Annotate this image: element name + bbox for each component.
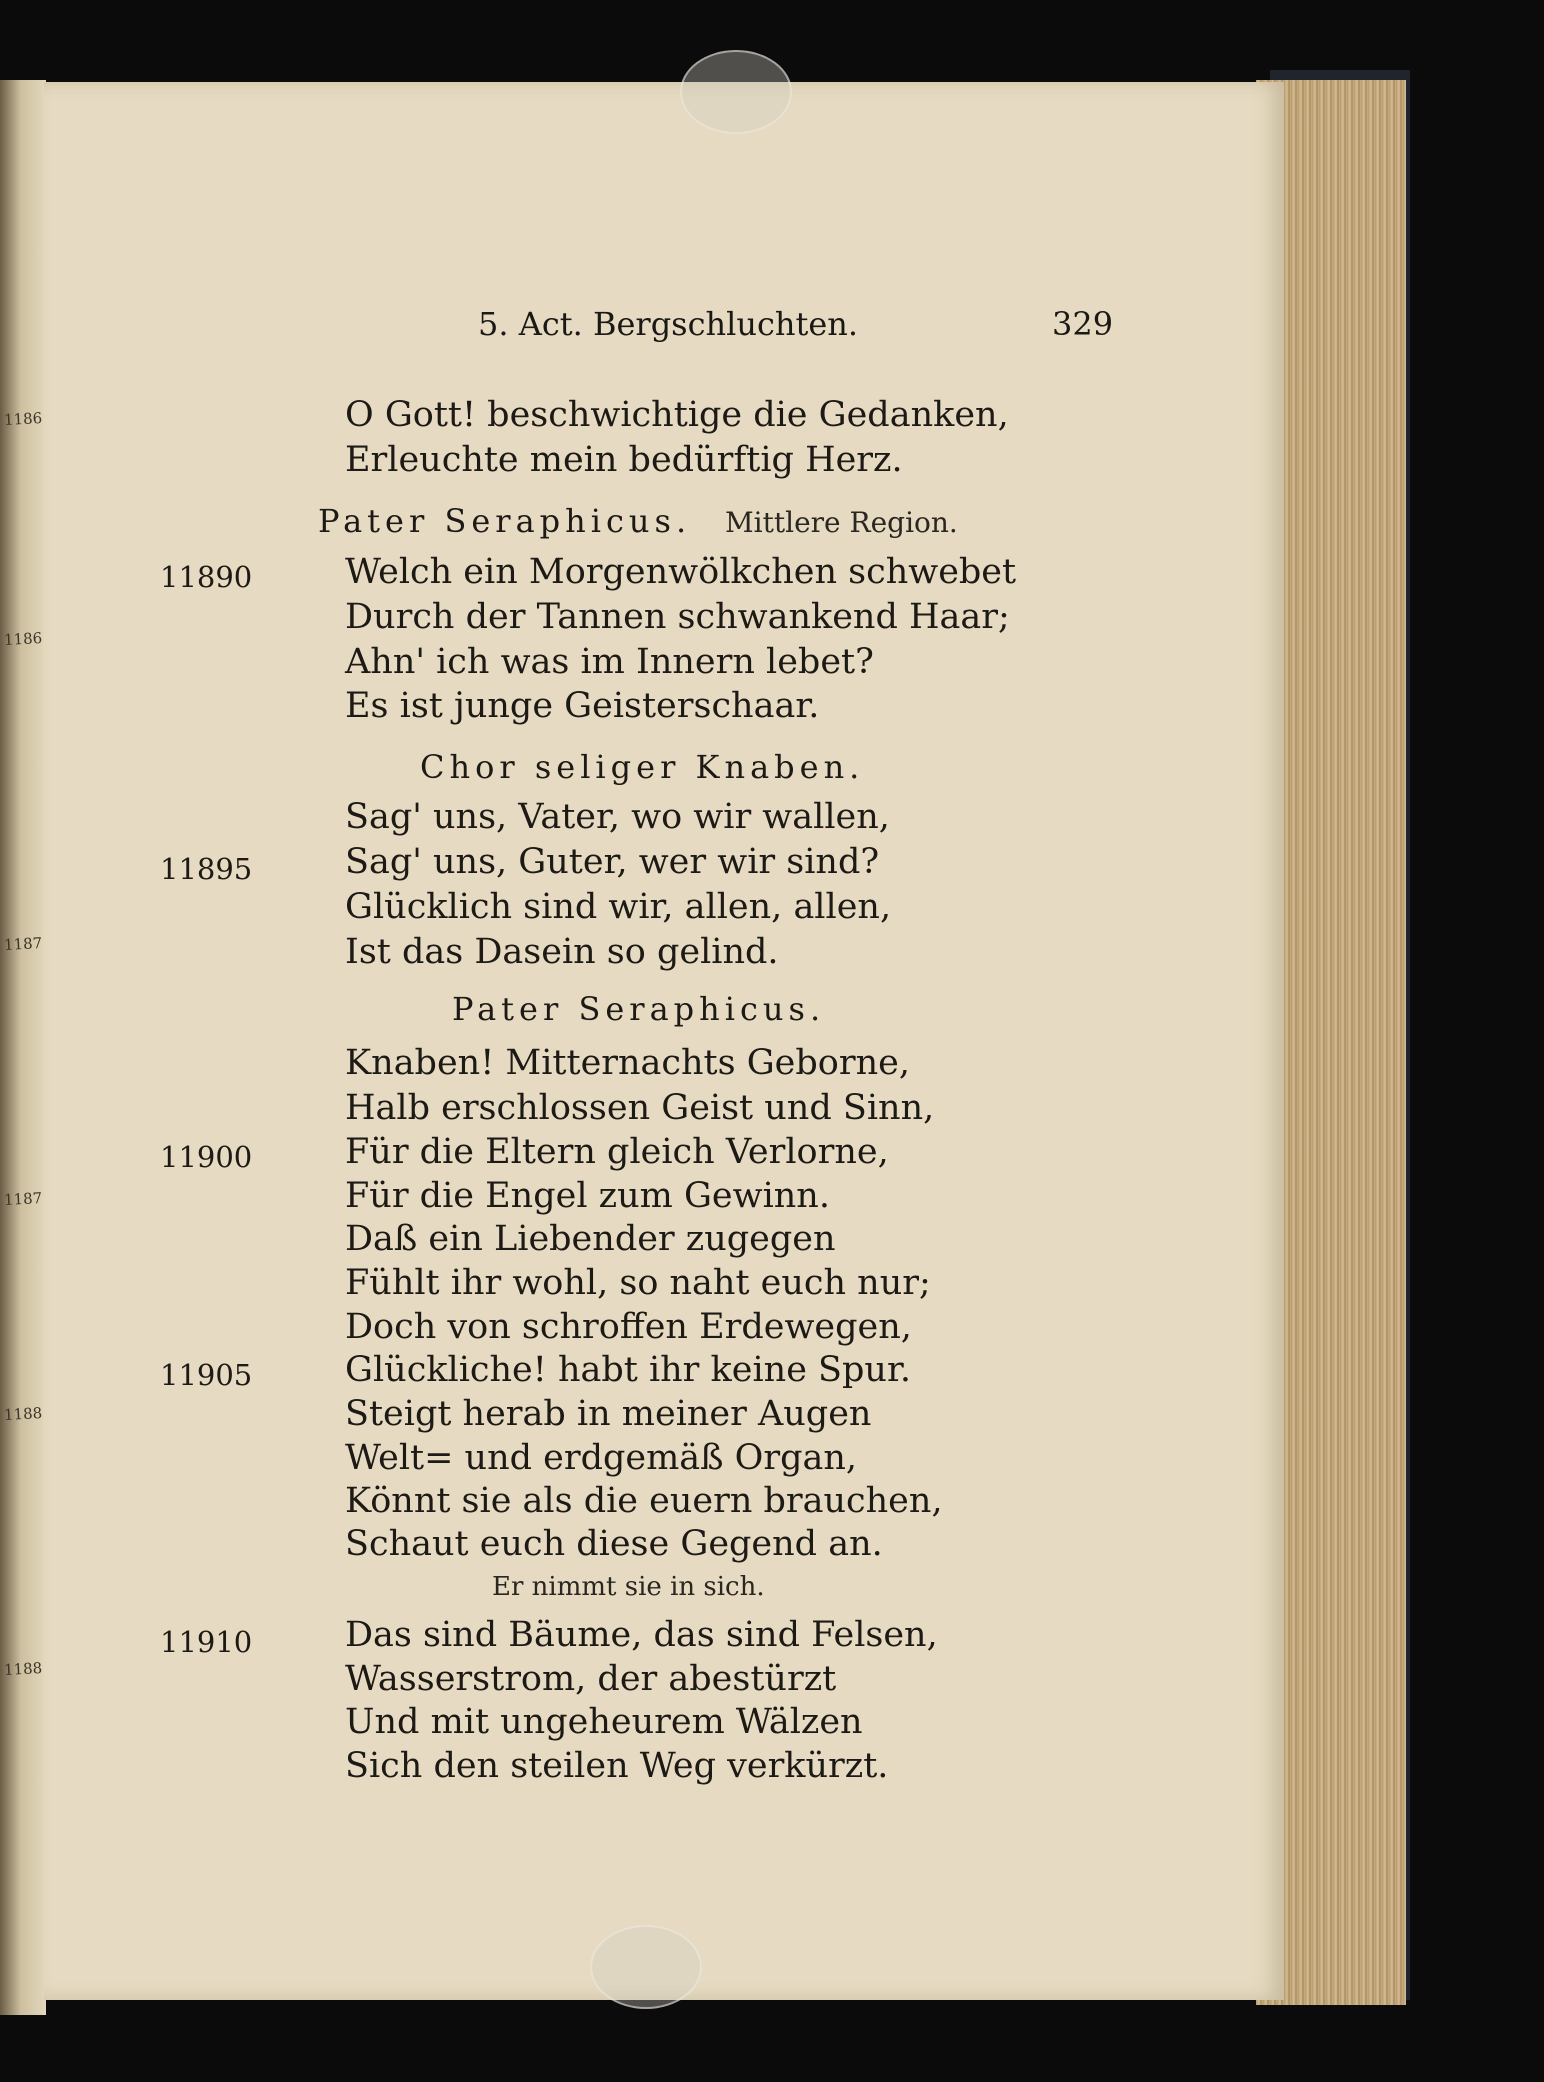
page-clip-top: [680, 50, 792, 134]
running-title: 5. Act. Bergschluchten.: [478, 305, 859, 343]
verse-line: Das sind Bäume, das sind Felsen,: [345, 1615, 938, 1655]
stage-location: Mittlere Region.: [725, 506, 958, 539]
left-page-edge: [0, 80, 46, 2015]
verse-line: Fühlt ihr wohl, so naht euch nur;: [345, 1263, 931, 1303]
speaker-name: Chor seliger Knaben.: [420, 748, 865, 786]
verse-line: O Gott! beschwichtige die Gedanken,: [345, 395, 1009, 435]
verse-line: Sich den steilen Weg verkürzt.: [345, 1746, 889, 1786]
verse-line: Durch der Tannen schwankend Haar;: [345, 597, 1010, 637]
line-number: 11905: [160, 1358, 253, 1392]
line-number: 11910: [160, 1625, 253, 1659]
left-margin-number: 1187: [3, 1189, 43, 1209]
left-margin-number: 1188: [3, 1659, 43, 1679]
verse-line: Doch von schroffen Erdewegen,: [345, 1307, 912, 1347]
verse-line: Knaben! Mitternachts Geborne,: [345, 1043, 910, 1083]
stage-direction: Er nimmt sie in sich.: [492, 1572, 765, 1602]
verse-line: Glückliche! habt ihr keine Spur.: [345, 1350, 911, 1390]
speaker-name: Pater Seraphicus.: [318, 502, 692, 540]
verse-line: Erleuchte mein bedürftig Herz.: [345, 440, 903, 480]
line-number: 11895: [160, 852, 253, 886]
verse-line: Für die Eltern gleich Verlorne,: [345, 1132, 889, 1172]
verse-line: Daß ein Liebender zugegen: [345, 1219, 836, 1259]
left-margin-number: 1188: [3, 1404, 43, 1424]
speaker-name: Pater Seraphicus.: [452, 990, 826, 1028]
left-margin-number: 1186: [3, 629, 43, 649]
verse-line: Welch ein Morgenwölkchen schwebet: [345, 552, 1017, 592]
verse-line: Wasserstrom, der abestürzt: [345, 1659, 837, 1699]
page-clip-bottom: [590, 1925, 702, 2009]
verse-line: Es ist junge Geisterschaar.: [345, 686, 820, 726]
verse-line: Welt= und erdgemäß Organ,: [345, 1438, 858, 1478]
line-number: 11890: [160, 560, 253, 594]
verse-line: Ist das Dasein so gelind.: [345, 932, 779, 972]
left-margin-number: 1186: [3, 409, 43, 429]
verse-line: Ahn' ich was im Innern lebet?: [345, 642, 874, 682]
verse-line: Sag' uns, Guter, wer wir sind?: [345, 842, 880, 882]
line-number: 11900: [160, 1140, 253, 1174]
verse-line: Sag' uns, Vater, wo wir wallen,: [345, 797, 890, 837]
left-margin-number: 1187: [3, 934, 43, 954]
verse-line: Halb erschlossen Geist und Sinn,: [345, 1088, 935, 1128]
page-number: 329: [1052, 305, 1114, 343]
verse-line: Und mit ungeheurem Wälzen: [345, 1702, 863, 1742]
verse-line: Glücklich sind wir, allen, allen,: [345, 887, 892, 927]
verse-line: Schaut euch diese Gegend an.: [345, 1524, 883, 1564]
verse-line: Steigt herab in meiner Augen: [345, 1394, 872, 1434]
verse-line: Könnt sie als die euern brauchen,: [345, 1481, 943, 1521]
verse-line: Für die Engel zum Gewinn.: [345, 1176, 830, 1216]
